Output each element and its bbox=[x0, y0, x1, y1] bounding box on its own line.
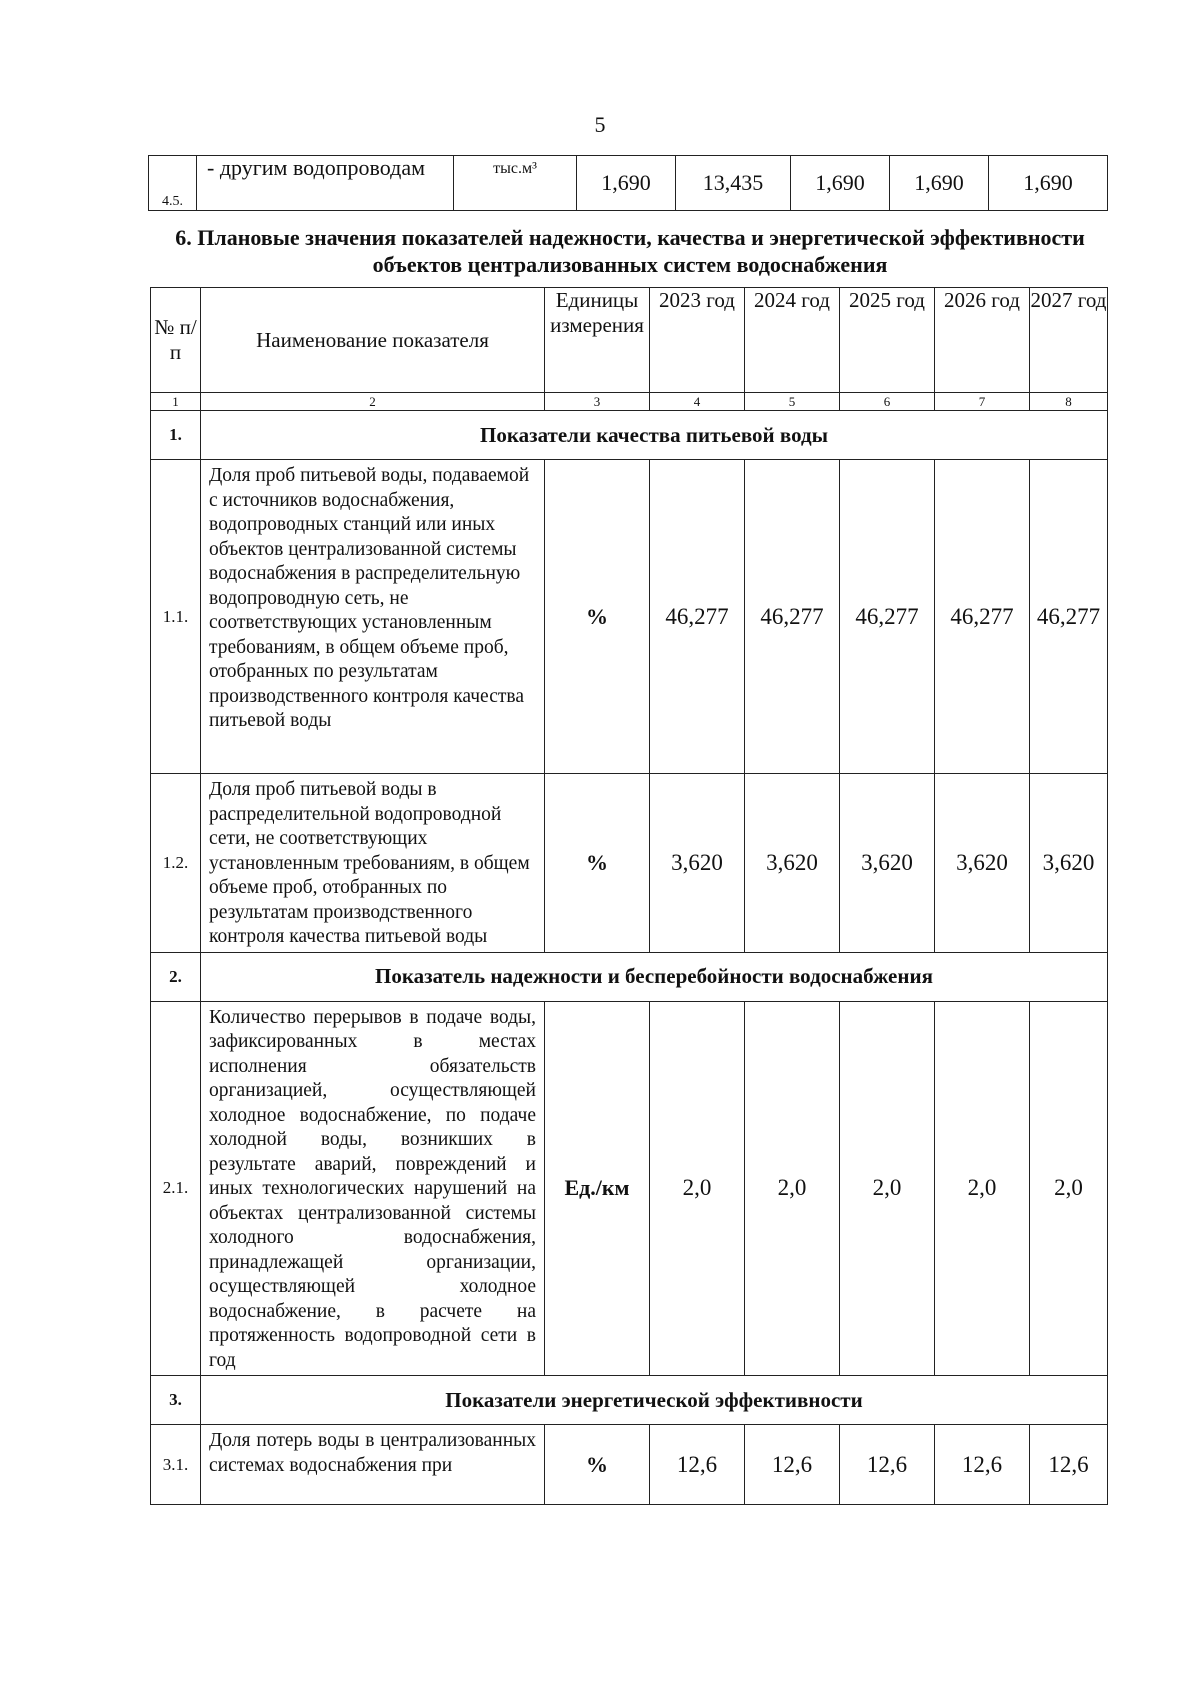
column-numbers-row bbox=[151, 393, 1108, 411]
value-cell: 46,277 bbox=[935, 460, 1030, 774]
value-cell: 12,6 bbox=[745, 1425, 840, 1505]
header-year: 2026 год bbox=[935, 288, 1030, 393]
column-number: 4 bbox=[650, 393, 745, 411]
value-cell: 3,620 bbox=[650, 774, 745, 953]
header-year: 2025 год bbox=[840, 288, 935, 393]
indicator-name: Доля потерь воды в централизованных системах водоснабжения при bbox=[201, 1425, 545, 1505]
header-unit: Единицы измерения bbox=[545, 288, 650, 393]
table-row bbox=[151, 1425, 1108, 1505]
value-cell: 46,277 bbox=[650, 460, 745, 774]
value-cell: 1,690 bbox=[890, 156, 989, 211]
value-cell: 13,435 bbox=[676, 156, 791, 211]
value-cell: 1,690 bbox=[791, 156, 890, 211]
row-number: 3.1. bbox=[151, 1425, 201, 1505]
header-num: № п/п bbox=[151, 288, 201, 393]
value-cell: 2,0 bbox=[745, 1001, 840, 1376]
value-cell: 12,6 bbox=[840, 1425, 935, 1505]
value-cell: 2,0 bbox=[1030, 1001, 1108, 1376]
column-number: 2 bbox=[201, 393, 545, 411]
indicator-name: Доля проб питьевой воды, подаваемой с источников водоснабжения, водопроводных станций или иных объектов централизованной системы водоснабжения в распределительную водопроводную сеть, не соответствующих установленным требованиям, в общем объеме проб, отобранных по результатам производственного контроля качества питьевой воды bbox=[201, 460, 545, 774]
column-number: 1 bbox=[151, 393, 201, 411]
group-row bbox=[151, 1376, 1108, 1425]
row-number: 1.1. bbox=[151, 460, 201, 774]
group-title: Показатели энергетической эффективности bbox=[201, 1376, 1108, 1425]
value-cell: 46,277 bbox=[840, 460, 935, 774]
value-cell: 46,277 bbox=[1030, 460, 1108, 774]
unit-cell: Ед./км bbox=[545, 1001, 650, 1376]
value-cell: 12,6 bbox=[650, 1425, 745, 1505]
continuation-table bbox=[148, 155, 1108, 211]
group-number: 3. bbox=[151, 1376, 201, 1425]
header-year: 2027 год bbox=[1030, 288, 1108, 393]
column-number: 6 bbox=[840, 393, 935, 411]
unit-cell: % bbox=[545, 1425, 650, 1505]
header-year: 2024 год bbox=[745, 288, 840, 393]
group-number: 2. bbox=[151, 952, 201, 1001]
unit-cell: % bbox=[545, 460, 650, 774]
value-cell: 12,6 bbox=[1030, 1425, 1108, 1505]
value-cell: 3,620 bbox=[745, 774, 840, 953]
indicator-name: - другим водопроводам bbox=[197, 156, 454, 211]
group-row bbox=[151, 411, 1108, 460]
indicator-name: Количество перерывов в подаче воды, зафиксированных в местах исполнения обязательств организацией, осуществляющей холодное водоснабжение, по подаче холодной воды, возникших в результате аварий, повреждений и иных технологических нарушений на объектах централизованной системы холодного водоснабжения, принадлежащей организации, осуществляющей холодное водоснабжение, в расчете на протяженность водопроводной сети в год bbox=[201, 1001, 545, 1376]
header-name: Наименование показателя bbox=[201, 288, 545, 393]
table-header-row bbox=[151, 288, 1108, 393]
table-row bbox=[151, 774, 1108, 953]
indicator-name: Доля проб питьевой воды в распределительной водопроводной сети, не соответствующих установленным требованиям, в общем объеме проб, отобранных по результатам производственного контроля качества питьевой воды bbox=[201, 774, 545, 953]
column-number: 3 bbox=[545, 393, 650, 411]
group-number: 1. bbox=[151, 411, 201, 460]
group-title: Показатель надежности и бесперебойности водоснабжения bbox=[201, 952, 1108, 1001]
page-number: 5 bbox=[594, 112, 606, 137]
row-number: 4.5. bbox=[149, 156, 197, 211]
column-number: 5 bbox=[745, 393, 840, 411]
table-row bbox=[151, 460, 1108, 774]
column-number: 8 bbox=[1030, 393, 1108, 411]
value-cell: 12,6 bbox=[935, 1425, 1030, 1505]
value-cell: 2,0 bbox=[650, 1001, 745, 1376]
column-number: 7 bbox=[935, 393, 1030, 411]
value-cell: 3,620 bbox=[1030, 774, 1108, 953]
group-title: Показатели качества питьевой воды bbox=[201, 411, 1108, 460]
row-number: 2.1. bbox=[151, 1001, 201, 1376]
value-cell: 3,620 bbox=[840, 774, 935, 953]
unit-cell: % bbox=[545, 774, 650, 953]
value-cell: 3,620 bbox=[935, 774, 1030, 953]
value-cell: 1,690 bbox=[577, 156, 676, 211]
value-cell: 46,277 bbox=[745, 460, 840, 774]
row-number: 1.2. bbox=[151, 774, 201, 953]
value-cell: 2,0 bbox=[935, 1001, 1030, 1376]
header-year: 2023 год bbox=[650, 288, 745, 393]
table-row bbox=[151, 1001, 1108, 1376]
section-title: 6. Плановые значения показателей надежности, качества и энергетической эффективности объектов централизованных систем водоснабжения bbox=[175, 225, 1085, 277]
group-row bbox=[151, 952, 1108, 1001]
indicators-table bbox=[150, 287, 1108, 1505]
value-cell: 1,690 bbox=[989, 156, 1108, 211]
table-row bbox=[149, 156, 1108, 211]
unit-cell: тыс.м³ bbox=[454, 156, 577, 211]
value-cell: 2,0 bbox=[840, 1001, 935, 1376]
